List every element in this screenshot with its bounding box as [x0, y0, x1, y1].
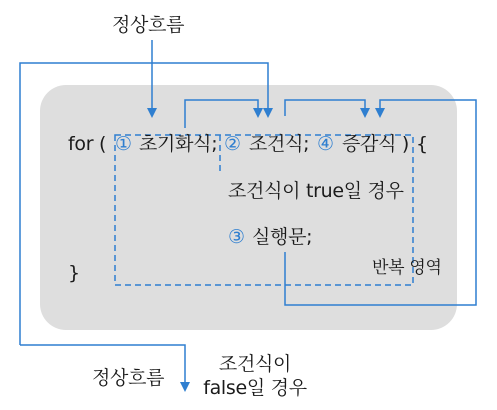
open-brace: {: [416, 133, 428, 155]
step2-number: ②: [224, 133, 241, 155]
condition-true-label: 조건식이 true일 경우: [228, 180, 404, 202]
exit-condition-line2: false일 경우: [203, 377, 307, 399]
loop-area-label: 반복 영역: [372, 258, 442, 278]
step3-number: ③: [228, 226, 245, 248]
step1-init: 초기화식;: [139, 133, 218, 155]
label-normal-flow-bottom: 정상흐름: [92, 367, 165, 389]
loop-region-box: [40, 85, 457, 330]
step4-increment: 증감식 ): [342, 133, 410, 155]
close-brace: }: [68, 262, 80, 284]
exit-condition-line1: 조건식이: [218, 353, 292, 375]
step3-statement: 실행문;: [252, 226, 313, 248]
step4-number: ④: [317, 133, 334, 155]
code-for-keyword: for (: [68, 133, 107, 155]
step2-condition: 조건식;: [249, 133, 310, 155]
label-normal-flow-top: 정상흐름: [112, 14, 185, 36]
step1-number: ①: [115, 133, 132, 155]
